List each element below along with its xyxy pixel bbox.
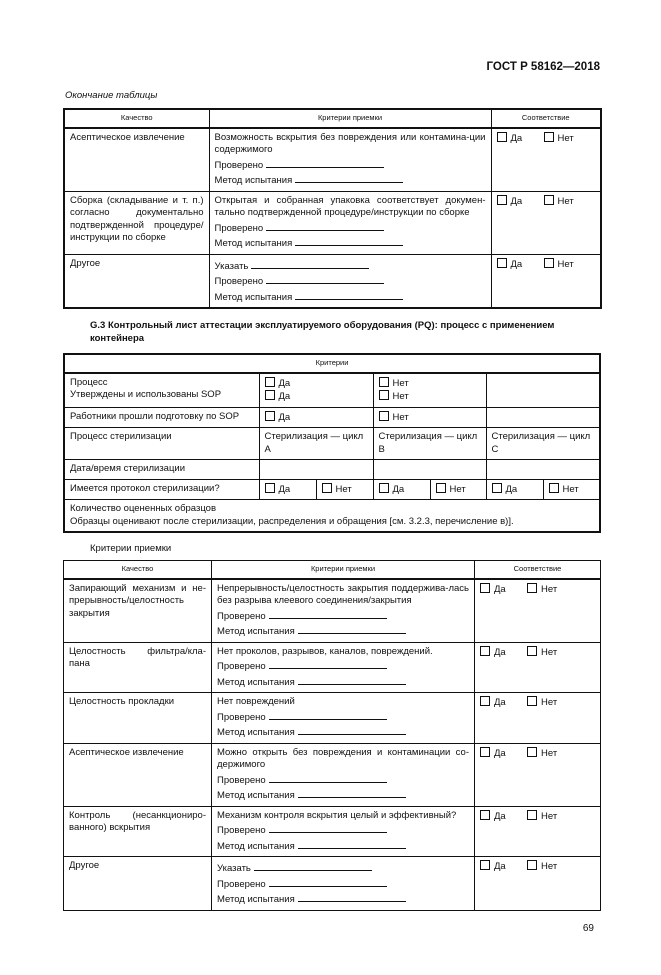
header-row [64, 109, 601, 128]
blank-field[interactable] [295, 172, 403, 183]
criteria-line [217, 876, 469, 892]
checkbox[interactable] [265, 377, 275, 387]
blank-field[interactable] [266, 273, 384, 284]
criteria-line [217, 583, 469, 608]
blank-field[interactable] [269, 876, 387, 887]
yes-label: Да [494, 583, 506, 595]
criteria-line [215, 195, 486, 220]
yes-option[interactable] [480, 646, 527, 660]
criteria-text: Проверено [214, 222, 264, 234]
no-option[interactable] [544, 132, 574, 146]
criteria-text: Метод испытания [217, 790, 295, 801]
no-label: Нет [392, 411, 409, 423]
blank-field[interactable] [298, 623, 406, 634]
criteria-text: Проверено [217, 774, 266, 786]
blank-field[interactable] [269, 822, 387, 833]
criteria-line [217, 772, 469, 788]
criteria-text: Метод испытания [217, 727, 295, 738]
table-row [64, 806, 601, 857]
yes-label: Да [494, 697, 506, 708]
criteria-line [217, 891, 469, 907]
criteria-text: Указать [217, 863, 251, 874]
blank-field[interactable] [295, 235, 403, 246]
protocol-a-yes[interactable] [265, 483, 291, 497]
criteria-text: Метод испытания [214, 238, 293, 249]
conformity-cell [475, 743, 601, 806]
empty-cell [486, 373, 600, 408]
yes-label: Да [278, 411, 291, 423]
criteria-cell [212, 857, 475, 911]
checkbox[interactable] [527, 860, 537, 870]
sop-approved-label: Утверждены и использованы SOP [70, 389, 222, 400]
no-option[interactable] [527, 583, 557, 597]
column-header: Соответствие [475, 561, 601, 579]
criteria-line [217, 608, 469, 624]
quality-cell: Другое [64, 857, 212, 911]
criteria-line [217, 860, 469, 876]
criteria-line [215, 258, 486, 274]
blank-field[interactable] [269, 608, 387, 619]
checkbox[interactable] [497, 195, 507, 205]
samples-note: Образцы оценивают после стерилизации, распределения и обращения [см. 3.2.3, перечисление в)]. [70, 515, 514, 527]
criteria-cell [212, 743, 475, 806]
blank-field[interactable] [266, 220, 384, 231]
checkbox[interactable] [527, 646, 537, 656]
table-row [64, 428, 600, 460]
section-title-g3: G.3 Контрольный лист аттестации эксплуатируемого оборудования (PQ): процесс с применением контейнера [90, 320, 555, 344]
table-continuation-label: Окончание таблицы [65, 90, 158, 101]
no-option[interactable] [527, 696, 557, 710]
criteria-line [215, 235, 486, 251]
criteria-line [217, 822, 469, 838]
blank-field[interactable] [298, 724, 406, 735]
table-row [64, 642, 601, 693]
yes-label: Да [494, 747, 506, 759]
column-header: Качество [64, 561, 212, 579]
criteria-cell [209, 191, 491, 254]
table-row [64, 407, 600, 428]
protocol-a-no[interactable] [322, 483, 352, 497]
criteria-text: Метод испытания [217, 894, 295, 905]
no-option[interactable] [544, 258, 574, 272]
table-row [64, 460, 600, 480]
blank-field[interactable] [298, 674, 406, 685]
yes-label: Да [494, 810, 506, 822]
blank-field[interactable] [254, 860, 372, 871]
checkbox[interactable] [549, 483, 559, 493]
table-row [64, 693, 601, 744]
column-header: Соответствие [491, 109, 601, 128]
criteria-cell [212, 642, 475, 693]
criteria-line [217, 709, 469, 725]
yes-label: Да [510, 195, 523, 207]
no-option[interactable] [527, 810, 557, 824]
conformity-cell [491, 254, 601, 308]
table-row [64, 579, 601, 643]
criteria-text: Нет повреждений [217, 696, 295, 707]
criteria-line [217, 724, 469, 740]
checkbox[interactable] [527, 696, 537, 706]
checkbox[interactable] [497, 258, 507, 268]
column-header: Критерии приемки [209, 109, 491, 128]
checkbox[interactable] [544, 195, 554, 205]
criteria-line [217, 674, 469, 690]
conformity-cell [491, 191, 601, 254]
checkbox[interactable] [480, 860, 490, 870]
no-label: Нет [541, 810, 558, 822]
checkbox[interactable] [480, 810, 490, 820]
criteria-line [217, 646, 469, 659]
no-label: Нет [541, 697, 558, 708]
yes-label: Да [510, 132, 523, 144]
yes-option[interactable] [480, 860, 527, 874]
criteria-text: Проверено [217, 878, 266, 890]
no-label: Нет [562, 483, 579, 495]
protocol-b-no[interactable] [436, 483, 466, 497]
criteria-line [215, 273, 486, 289]
checkbox[interactable] [436, 483, 446, 493]
checkbox[interactable] [480, 646, 490, 656]
blank-field[interactable] [269, 772, 387, 783]
acceptance-criteria-label: Критерии приемки [90, 543, 172, 554]
trained-no-option[interactable] [379, 411, 409, 425]
header-row [64, 561, 601, 579]
no-label: Нет [541, 861, 558, 872]
quality-cell: Запирающий механизм и не-прерывность/целостность закрытия [64, 579, 212, 643]
criteria-text: Механизм контроля вскрытия целый и эффективный? [217, 809, 457, 821]
checkbox[interactable] [527, 583, 537, 593]
quality-cell: Другое [64, 254, 209, 308]
no-label: Нет [335, 483, 352, 495]
checkbox[interactable] [480, 747, 490, 757]
checkbox[interactable] [265, 390, 275, 400]
page-number: 69 [582, 922, 594, 934]
criteria-cell [209, 254, 491, 308]
criteria-line [217, 658, 469, 674]
protocol-label: Имеется протокол стерилизации? [64, 479, 259, 500]
yes-label: Да [278, 483, 291, 495]
no-option[interactable] [527, 646, 557, 660]
protocol-b-yes[interactable] [379, 483, 405, 497]
yes-option[interactable] [497, 195, 544, 209]
table-row [64, 128, 601, 192]
empty-cell [486, 407, 600, 428]
no-label: Нет [557, 132, 574, 144]
no-option[interactable] [527, 860, 557, 874]
yes-option[interactable] [480, 810, 527, 824]
checkbox[interactable] [379, 377, 389, 387]
blank-field[interactable] [266, 157, 384, 168]
checkbox[interactable] [497, 132, 507, 142]
no-label: Нет [392, 391, 409, 402]
quality-cell: Контроль (несанкциониро-ванного) вскрытия [64, 806, 212, 857]
table-row [64, 743, 601, 806]
criteria-line [215, 220, 486, 236]
criteria-line [215, 157, 486, 173]
criteria-line [217, 787, 469, 803]
column-header: Качество [64, 109, 209, 128]
checkbox[interactable] [544, 132, 554, 142]
yes-label: Да [494, 861, 506, 872]
criteria-line [215, 132, 486, 157]
yes-option[interactable] [497, 132, 544, 146]
blank-field[interactable] [298, 838, 406, 849]
criteria-text: Возможность вскрытия без повреждения или контамина-ции содержимого [214, 131, 486, 155]
acceptance-table-1 [63, 108, 602, 309]
criteria-line [217, 810, 469, 823]
criteria-cell [209, 128, 491, 192]
criteria-cell [212, 579, 475, 643]
blank-field[interactable] [269, 658, 387, 669]
protocol-c-no[interactable] [549, 483, 579, 497]
staff-trained-label: Работники прошли подготовку по SOP [64, 407, 259, 428]
checkbox[interactable] [379, 411, 389, 421]
no-label: Нет [541, 583, 558, 595]
no-option[interactable] [544, 195, 574, 209]
process-yes-option[interactable] [265, 377, 291, 391]
cycle-b: Стерилизация — цикл В [373, 428, 486, 460]
checkbox[interactable] [379, 390, 389, 400]
criteria-text: Открытая и собранная упаковка соответствует докумен-тально подтвержденной процедуре/инструкции по сборке [214, 194, 486, 218]
criteria-line [217, 838, 469, 854]
yes-label: Да [278, 377, 291, 389]
no-label: Нет [541, 646, 558, 658]
blank-field[interactable] [269, 709, 387, 720]
criteria-line [215, 172, 486, 188]
checkbox[interactable] [480, 696, 490, 706]
table-row [64, 479, 600, 500]
yes-option[interactable] [480, 583, 527, 597]
yes-label: Да [278, 391, 291, 402]
criteria-cell [212, 806, 475, 857]
criteria-text: Проверено [217, 711, 266, 723]
conformity-cell [475, 642, 601, 693]
quality-cell: Целостность фильтра/кла-пана [64, 642, 212, 693]
acceptance-table-2 [63, 560, 601, 911]
conformity-cell [475, 693, 601, 744]
cycle-c: Стерилизация — цикл С [486, 428, 600, 460]
no-label: Нет [557, 195, 574, 207]
checkbox[interactable] [492, 483, 502, 493]
yes-option[interactable] [480, 696, 527, 710]
criteria-text: Нет проколов, разрывов, каналов, повреждений. [217, 645, 433, 657]
criteria-text: Метод испытания [217, 840, 295, 852]
criteria-header: Критерии [64, 354, 600, 373]
criteria-text: Проверено [217, 661, 266, 672]
column-header: Критерии приемки [212, 561, 475, 579]
table-row [64, 191, 601, 254]
no-option[interactable] [527, 747, 557, 761]
criteria-cell [212, 693, 475, 744]
criteria-line [217, 623, 469, 639]
conformity-cell [491, 128, 601, 192]
checkbox[interactable] [527, 747, 537, 757]
table-row [64, 857, 601, 911]
quality-cell: Сборка (складывание и т. п.) согласно документально подтвержденной процедуре/ инструкции по сборке [64, 191, 209, 254]
yes-option[interactable] [497, 258, 544, 272]
datetime-c[interactable] [486, 460, 600, 480]
datetime-a[interactable] [259, 460, 373, 480]
checkbox[interactable] [322, 483, 332, 493]
document-code: ГОСТ Р 58162—2018 [486, 61, 600, 73]
table-row [64, 254, 601, 308]
quality-cell: Асептическое извлечение [64, 128, 209, 192]
no-label: Нет [392, 377, 409, 389]
criteria-text: Проверено [214, 159, 264, 171]
yes-label: Да [392, 483, 405, 495]
trained-yes-option[interactable] [265, 411, 291, 425]
quality-cell: Целостность прокладки [64, 693, 212, 744]
sterilization-process-label: Процесс стерилизации [64, 428, 259, 460]
quality-cell: Асептическое извлечение [64, 743, 212, 806]
process-no-option[interactable] [379, 377, 409, 391]
blank-field[interactable] [295, 289, 403, 300]
conformity-cell [475, 857, 601, 911]
criteria-text: Метод испытания [214, 175, 293, 186]
process-label: Процесс [70, 376, 108, 388]
criteria-line [217, 747, 469, 772]
checkbox[interactable] [265, 411, 275, 421]
yes-label: Да [505, 483, 518, 495]
criteria-line [215, 289, 486, 305]
criteria-text: Можно открыть без повреждения и контаминации со-держимого [217, 746, 469, 770]
no-label: Нет [557, 258, 574, 270]
criteria-text: Проверено [217, 610, 266, 622]
no-label: Нет [449, 483, 466, 495]
criteria-text: Проверено [217, 825, 266, 836]
checkbox[interactable] [265, 483, 275, 493]
conformity-cell [475, 806, 601, 857]
sop-yes-option[interactable] [265, 390, 291, 404]
checkbox[interactable] [379, 483, 389, 493]
criteria-text: Метод испытания [214, 291, 293, 303]
criteria-text: Проверено [214, 276, 264, 287]
cycle-a: Стерилизация — цикл А [259, 428, 373, 460]
criteria-table [63, 353, 601, 533]
datetime-label: Дата/время стерилизации [64, 460, 259, 480]
checkbox[interactable] [527, 810, 537, 820]
protocol-c-yes[interactable] [492, 483, 518, 497]
blank-field[interactable] [298, 787, 406, 798]
sop-no-option[interactable] [379, 390, 409, 404]
criteria-text: Непрерывность/целостность закрытия поддержива-лась без разрыва клеевого соединения/закрытия [217, 582, 469, 606]
conformity-cell [475, 579, 601, 643]
blank-field[interactable] [251, 258, 369, 269]
blank-field[interactable] [298, 891, 406, 902]
checkbox[interactable] [480, 583, 490, 593]
yes-option[interactable] [480, 747, 527, 761]
table-row [64, 500, 600, 533]
datetime-b[interactable] [373, 460, 486, 480]
table-row [64, 373, 600, 408]
yes-label: Да [510, 258, 523, 270]
criteria-text: Метод испытания [217, 676, 295, 688]
criteria-text: Указать [214, 260, 249, 272]
criteria-line [217, 696, 469, 709]
criteria-text: Метод испытания [217, 626, 295, 637]
no-label: Нет [541, 747, 558, 759]
checkbox[interactable] [544, 258, 554, 268]
yes-label: Да [494, 646, 506, 658]
samples-count-label: Количество оцененных образцов [70, 503, 217, 514]
